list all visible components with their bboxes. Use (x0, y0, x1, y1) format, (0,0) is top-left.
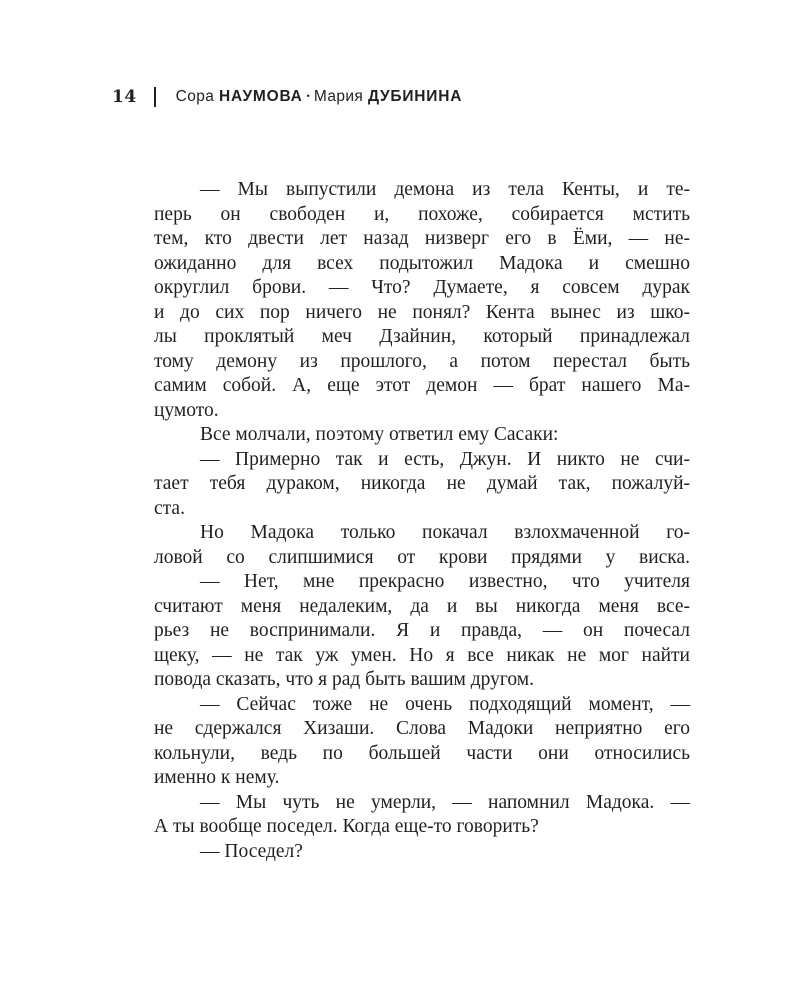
author-separator: • (306, 91, 310, 101)
text-line: — Сейчас тоже не очень подходящий момент, — (200, 693, 690, 715)
author-one (176, 88, 303, 106)
text-line: считают меня недалеким, да и вы никогда меня все- (154, 595, 690, 617)
text-line: кольнули, ведь по большей части они относились (154, 742, 690, 764)
text-line: тому демону из прошлого, а потом перестал быть (154, 350, 690, 372)
header-divider (154, 87, 156, 107)
text-line: тем, кто двести лет назад низверг его в Ёми, — не- (154, 228, 690, 249)
text-line: — Поседел? (200, 840, 303, 862)
text-line: — Примерно так и есть, Джун. И никто не счи- (200, 448, 690, 470)
text-line: щеку, — не так уж умен. Но я все никак не мог найти (154, 644, 690, 666)
author-one-first-name: Сора (175, 88, 215, 105)
text-line: самим собой. А, еще этот демон — брат нашего Ма- (154, 375, 690, 396)
text-line: лы проклятый меч Дзайнин, который принадлежал (154, 326, 690, 347)
text-line: ловой со слипшимися от крови прядями у виска. (154, 546, 690, 568)
text-line: цумото. (154, 399, 219, 421)
text-line: рьез не воспринимали. Я и правда, — он почесал (154, 620, 690, 641)
author-one-surname: НАУМОВА (219, 88, 303, 105)
text-line: — Мы чуть не умерли, — напомнил Мадока. — (200, 791, 690, 813)
page-number: 14 (112, 87, 137, 107)
text-line: Но Мадока только покачал взлохмаченной го- (200, 522, 690, 543)
text-line: — Нет, мне прекрасно известно, что учителя (200, 571, 690, 592)
text-line: ожиданно для всех подытожил Мадока и смешно (154, 252, 690, 274)
text-line: повода сказать, что я рад быть вашим другом. (154, 669, 535, 690)
text-line: именно к нему. (154, 767, 280, 788)
text-line: перь он свободен и, похоже, собирается мстить (154, 203, 690, 225)
text-line: А ты вообще поседел. Когда еще-то говорить? (154, 816, 539, 837)
author-two-surname: ДУБИНИНА (367, 88, 463, 105)
text-line: не сдержался Хизаши. Слова Мадоки неприятно его (154, 718, 690, 739)
body-text (154, 178, 690, 864)
author-two (314, 88, 462, 106)
text-line: округлил брови. — Что? Думаете, я совсем дурак (154, 277, 690, 298)
text-line: тает тебя дураком, никогда не думай так, пожалуй- (154, 473, 690, 494)
text-line: — Мы выпустили демона из тела Кенты, и те- (200, 179, 690, 200)
author-two-first-name: Мария (313, 88, 364, 105)
text-line: и до сих пор ничего не понял? Кента вынес из шко- (154, 301, 690, 323)
text-line: ста. (154, 497, 185, 519)
text-line: Все молчали, поэтому ответил ему Сасаки: (200, 424, 559, 445)
running-head (112, 86, 462, 108)
